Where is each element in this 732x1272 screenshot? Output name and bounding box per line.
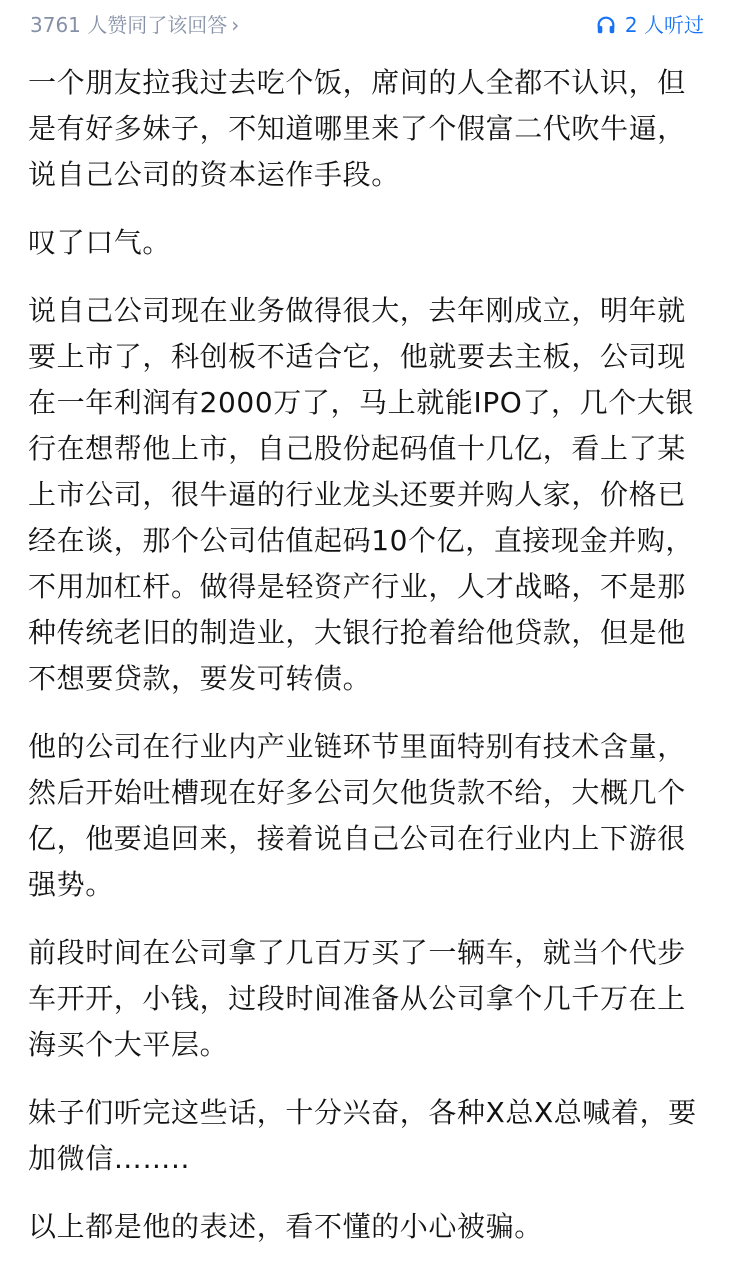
listen-count-text: 2 人听过 [624, 13, 704, 37]
answer-paragraph: 前段时间在公司拿了几百万买了一辆车，就当个代步车开开，小钱，过段时间准备从公司拿个几千万在上海买个大平层。 [28, 936, 686, 1061]
upvote-count-link[interactable] [30, 10, 239, 40]
answer-paragraph: 叹了口气。 [28, 226, 172, 259]
chevron-right-icon: › [231, 13, 240, 37]
answer-content [28, 60, 708, 1272]
answer-paragraph: 一个朋友拉我过去吃个饭，席间的人全都不认识，但是有好多妹子，不知道哪里来了个假富二代吹牛逼，说自己公司的资本运作手段。 [28, 66, 686, 191]
answer-paragraph: 妹子们听完这些话，十分兴奋，各种X总X总喊着，要加微信…….. [28, 1096, 697, 1175]
answer-paragraph: 他的公司在行业内产业链环节里面特别有技术含量，然后开始吐槽现在好多公司欠他货款不给，大概几个亿，他要追回来，接着说自己公司在行业内上下游很强势。 [28, 730, 686, 901]
upvote-count-text: 3761 人赞同了该回答 [30, 13, 228, 37]
answer-paragraph: 以上都是他的表述，看不懂的小心被骗。 [28, 1210, 543, 1243]
listen-count-button[interactable] [595, 10, 704, 40]
answer-paragraph: 说自己公司现在业务做得很大，去年刚成立，明年就要上市了，科创板不适合它，他就要去主板，公司现在一年利润有2000万了，马上就能IPO了，几个大银行在想帮他上市，自己股份起码值十几亿，看上了某上市公司，很牛逼的行业龙头还要并购人家，价格已经在谈，那个公司估值起码10个亿，直接现金并购，不用加杠杆。做得是轻资产行业，人才战略，不是那种传统老旧的制造业，大银行抢着给他贷款，但是他不想要贷款，要发可转债。 [28, 294, 695, 695]
answer-meta-bar [0, 0, 732, 50]
headphones-icon [595, 14, 617, 36]
